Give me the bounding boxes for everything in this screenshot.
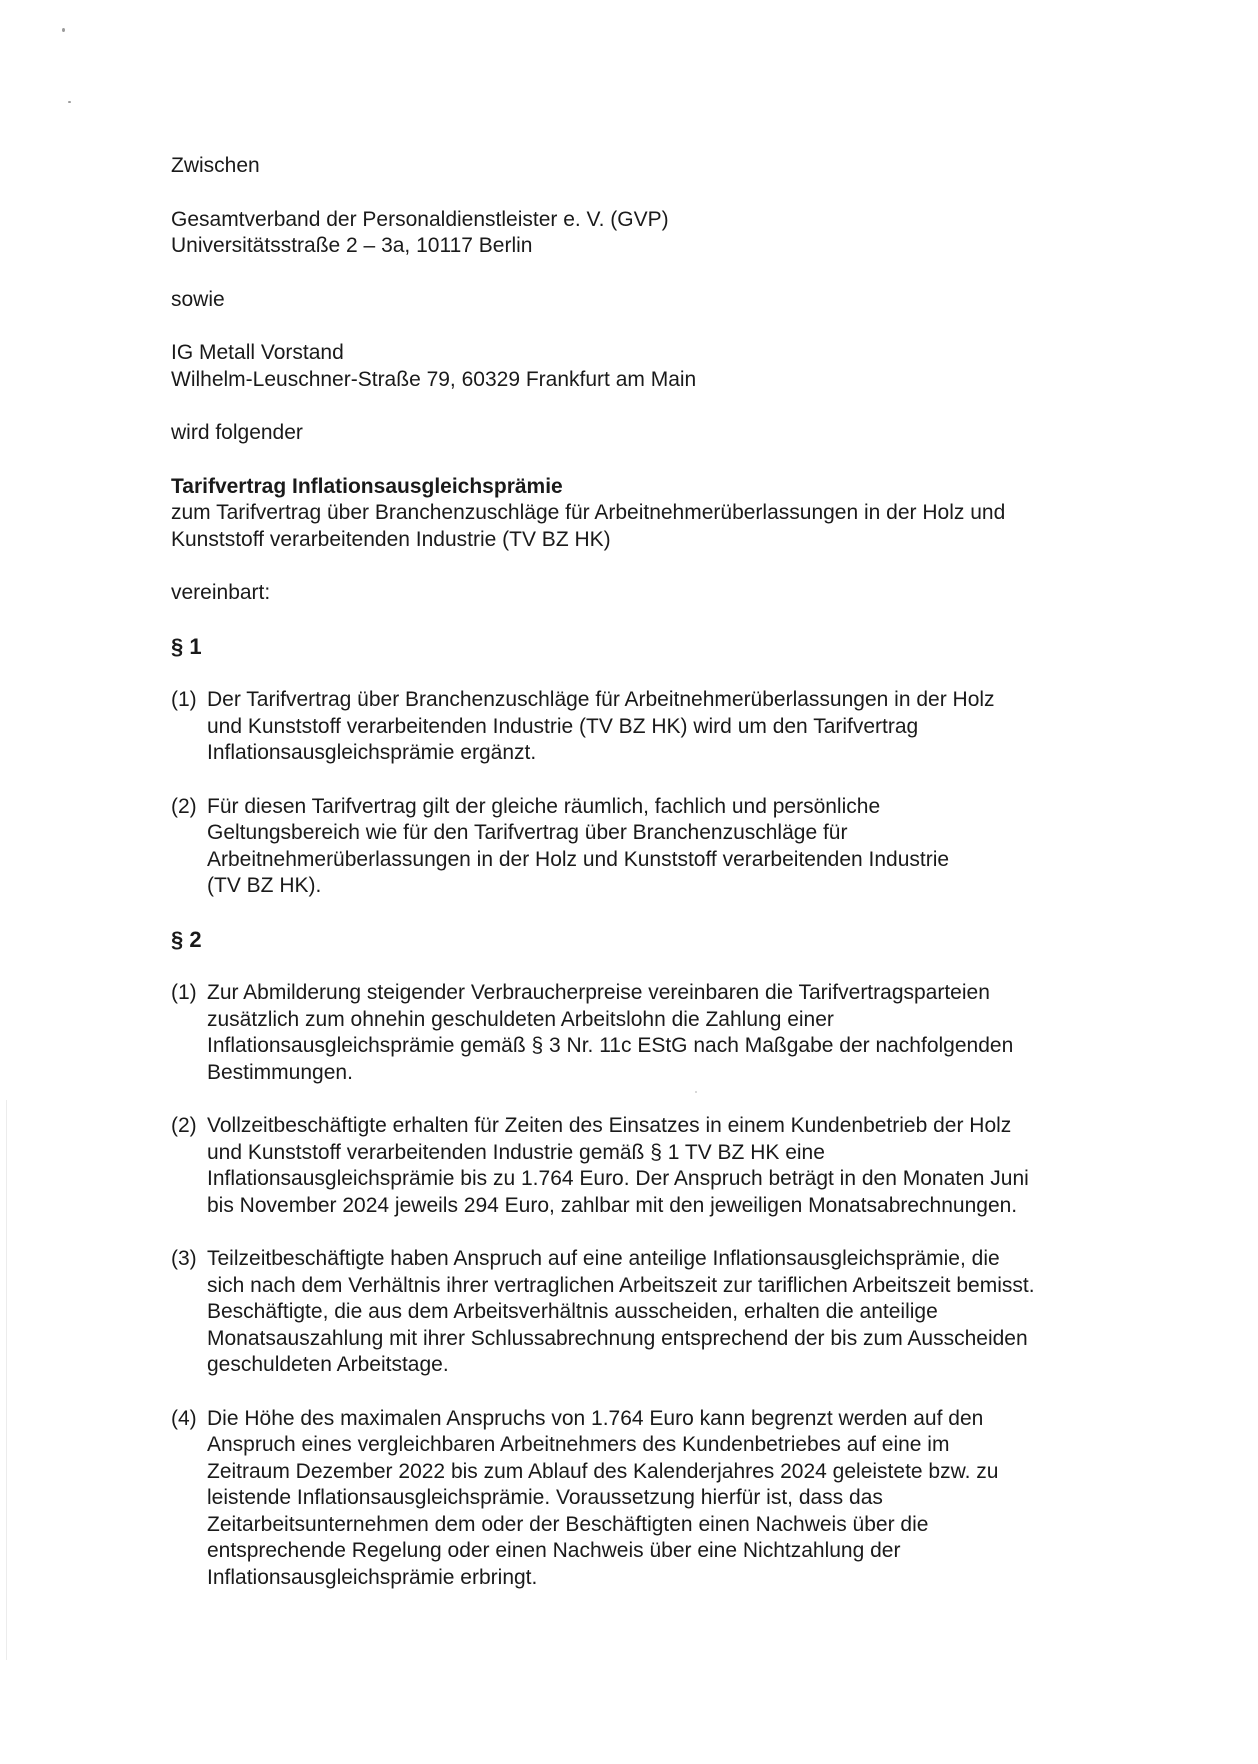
section-2-paragraph-3 bbox=[171, 1246, 1131, 1379]
party-1-address: Universitätsstraße 2 – 3a, 10117 Berlin bbox=[171, 234, 533, 257]
paragraph-line: Zur Abmilderung steigender Verbraucherpreise vereinbaren die Tarifvertragsparteien bbox=[207, 981, 990, 1004]
agreed-text: vereinbart: bbox=[171, 581, 271, 604]
section-2-paragraph-4 bbox=[171, 1406, 1131, 1592]
intro-text: Zwischen bbox=[171, 154, 260, 177]
paragraph-number: (4) bbox=[171, 1406, 197, 1430]
scan-edge-shadow bbox=[6, 1100, 7, 1660]
paragraph-line: Inflationsausgleichsprämie ergänzt. bbox=[207, 741, 537, 764]
section-2-paragraph-2 bbox=[171, 1113, 1131, 1219]
paragraph-line: Teilzeitbeschäftigte haben Anspruch auf eine anteilige Inflationsausgleichsprämie, die bbox=[207, 1247, 1000, 1270]
paragraph-line: Für diesen Tarifvertrag gilt der gleiche räumlich, fachlich und persönliche bbox=[207, 794, 881, 818]
section-2 bbox=[171, 927, 1131, 1592]
section-1-paragraph-1 bbox=[171, 687, 1131, 767]
paragraph-number: (3) bbox=[171, 1247, 197, 1270]
party-2-address: Wilhelm-Leuschner-Straße 79, 60329 Frankfurt am Main bbox=[171, 367, 697, 391]
paragraph-line: entsprechende Regelung oder einen Nachweis über eine Nichtzahlung der bbox=[207, 1539, 901, 1562]
paragraph-number: (1) bbox=[171, 688, 197, 711]
paragraph-line: (TV BZ HK). bbox=[207, 874, 322, 897]
section-1-paragraph-2 bbox=[171, 794, 1131, 900]
paragraph-number: (1) bbox=[171, 981, 197, 1004]
paragraph-line: geschuldeten Arbeitstage. bbox=[207, 1353, 449, 1376]
paragraph-text bbox=[207, 687, 1131, 767]
party-2 bbox=[171, 340, 1131, 393]
paragraph-line: bis November 2024 jeweils 294 Euro, zahlbar mit den jeweiligen Monatsabrechnungen. bbox=[207, 1193, 1018, 1217]
paragraph-line: Arbeitnehmerüberlassungen in der Holz und Kunststoff verarbeitenden Industrie bbox=[207, 847, 950, 871]
paragraph-number: (2) bbox=[171, 794, 197, 818]
contract-title: Tarifvertrag Inflationsausgleichsprämie bbox=[171, 474, 563, 498]
paragraph-text bbox=[207, 1113, 1131, 1219]
paragraph-line: Zeitraum Dezember 2022 bis zum Ablauf des Kalenderjahres 2024 geleistete bzw. zu bbox=[207, 1459, 999, 1483]
contract-subtitle-line: Kunststoff verarbeitenden Industrie (TV BZ HK) bbox=[171, 527, 611, 551]
paragraph-line: Die Höhe des maximalen Anspruchs von 1.764 Euro kann begrenzt werden auf den bbox=[207, 1406, 984, 1430]
paragraph-line: Anspruch eines vergleichbaren Arbeitnehmers des Kundenbetriebes auf eine im bbox=[207, 1433, 950, 1456]
section-1 bbox=[171, 634, 1131, 900]
section-1-heading: § 1 bbox=[171, 633, 202, 659]
paragraph-line: Inflationsausgleichsprämie bis zu 1.764 Euro. Der Anspruch beträgt in den Monaten Juni bbox=[207, 1167, 1029, 1190]
party-2-name: IG Metall Vorstand bbox=[171, 341, 344, 364]
paragraph-line: sich nach dem Verhältnis ihrer vertraglichen Arbeitszeit zur tariflichen Arbeitszeit bemisst. bbox=[207, 1273, 1035, 1297]
paragraph-line: Bestimmungen. bbox=[207, 1060, 353, 1084]
paragraph-line: Der Tarifvertrag über Branchenzuschläge für Arbeitnehmerüberlassungen in der Holz bbox=[207, 688, 995, 711]
paragraph-line: Beschäftigte, die aus dem Arbeitsverhältnis ausscheiden, erhalten die anteilige bbox=[207, 1300, 938, 1323]
document-body bbox=[171, 153, 1131, 1591]
paragraph-line: und Kunststoff verarbeitenden Industrie gemäß § 1 TV BZ HK eine bbox=[207, 1140, 825, 1164]
paragraph-line: Zeitarbeitsunternehmen dem oder der Beschäftigten einen Nachweis über die bbox=[207, 1512, 929, 1536]
paragraph-line: leistende Inflationsausgleichsprämie. Voraussetzung hierfür ist, dass das bbox=[207, 1486, 883, 1509]
paragraph-number: (2) bbox=[171, 1114, 197, 1137]
paragraph-text bbox=[207, 980, 1131, 1086]
section-2-paragraph-1 bbox=[171, 980, 1131, 1086]
paragraph-line: zusätzlich zum ohnehin geschuldeten Arbeitslohn die Zahlung einer bbox=[207, 1007, 834, 1031]
section-2-heading: § 2 bbox=[171, 926, 202, 952]
scan-speck bbox=[62, 28, 65, 32]
paragraph-line: Monatsauszahlung mit ihrer Schlussabrechnung entsprechend der bis zum Ausscheiden bbox=[207, 1326, 1028, 1350]
paragraph-line: Inflationsausgleichsprämie erbringt. bbox=[207, 1565, 538, 1589]
conjunction-text: sowie bbox=[171, 287, 225, 311]
lead-in-text: wird folgender bbox=[171, 421, 303, 444]
paragraph-line: und Kunststoff verarbeitenden Industrie (TV BZ HK) wird um den Tarifvertrag bbox=[207, 714, 919, 738]
party-1 bbox=[171, 207, 1131, 260]
paragraph-line: Vollzeitbeschäftigte erhalten für Zeiten des Einsatzes in einem Kundenbetrieb der Holz bbox=[207, 1114, 1012, 1137]
paragraph-text bbox=[207, 794, 1131, 900]
paragraph-line: Geltungsbereich wie für den Tarifvertrag über Branchenzuschläge für bbox=[207, 821, 848, 844]
paragraph-line: Inflationsausgleichsprämie gemäß § 3 Nr. 11c EStG nach Maßgabe der nachfolgenden bbox=[207, 1034, 1014, 1057]
paragraph-text bbox=[207, 1246, 1131, 1379]
contract-subtitle-line: zum Tarifvertrag über Branchenzuschläge für Arbeitnehmerüberlassungen in der Holz und bbox=[171, 501, 1006, 524]
paragraph-text bbox=[207, 1406, 1131, 1592]
party-1-name: Gesamtverband der Personaldienstleister e. V. (GVP) bbox=[171, 207, 669, 231]
scan-speck bbox=[68, 101, 71, 103]
contract-title-block bbox=[171, 474, 1131, 554]
